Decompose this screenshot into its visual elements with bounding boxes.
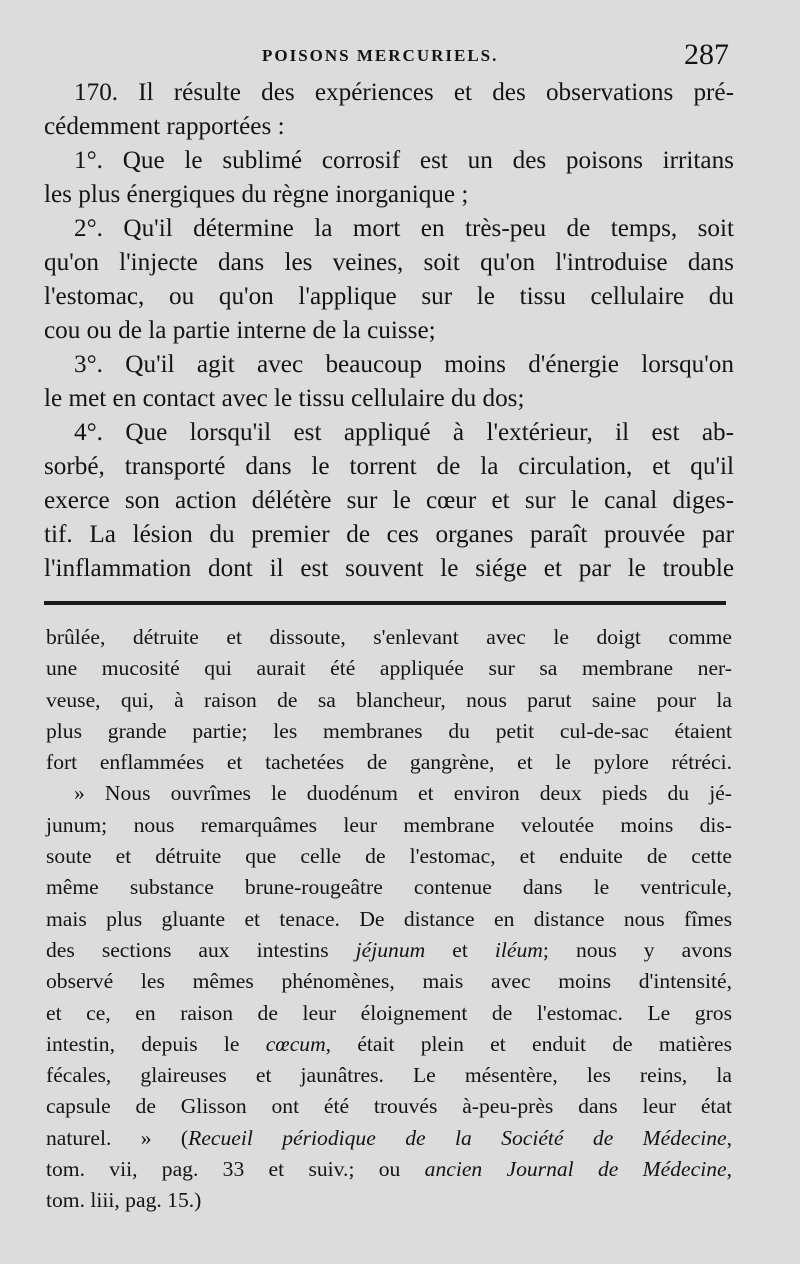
footnote-text-run: , (726, 1125, 732, 1150)
footnote-line: une mucosité qui aurait été appliquée sur sa membrane ner- (46, 656, 732, 681)
citation-title-journal: ancien Journal de Médecine (424, 1157, 727, 1182)
citation-title-recueil: Recueil périodique de la Société de Médecine (188, 1125, 727, 1150)
text-line: tif. La lésion du premier de ces organes paraît prouvée par (44, 521, 734, 548)
footnote-line: » Nous ouvrîmes le duodénum et environ deux pieds du jé- (74, 781, 732, 806)
footnote-text-run: ; nous y avons (542, 937, 732, 962)
text-line: cédemment rapportées : (44, 113, 285, 140)
footnote-line: soute et détruite que celle de l'estomac, et enduite de cette (46, 844, 732, 869)
footnote-line (46, 1123, 732, 1154)
text-line: 170. Il résulte des expériences et des observations pré- (74, 79, 734, 106)
footnote-line (46, 935, 732, 966)
footnote-text-run: tom. vii, pag. 33 et suiv.; ou (46, 1157, 425, 1182)
footnote-line: veuse, qui, à raison de sa blancheur, nous parut saine pour la (46, 687, 732, 712)
running-title: POISONS MERCURIELS. (262, 46, 499, 65)
footnote-line: observé les mêmes phénomènes, mais avec moins d'intensité, (46, 969, 732, 994)
italic-term-jejunum: jéjunum (355, 937, 426, 962)
footnote-text-run: naturel. » ( (46, 1125, 189, 1150)
footnote-line: plus grande partie; les membranes du petit cul-de-sac étaient (46, 718, 732, 743)
footnote-line: junum; nous remarquâmes leur membrane veloutée moins dis- (46, 812, 732, 837)
footnote-line: brûlée, détruite et dissoute, s'enlevant avec le doigt comme (46, 625, 732, 649)
text-line: cou ou de la partie interne de la cuisse; (44, 317, 436, 344)
italic-term-ileum: iléum (494, 937, 543, 962)
footnote-text-run: , (726, 1157, 732, 1182)
text-line: l'estomac, ou qu'on l'applique sur le tissu cellulaire du (44, 283, 734, 310)
footnote-line (46, 1029, 732, 1060)
page-header (0, 38, 800, 78)
main-paragraph (44, 76, 734, 586)
text-line: l'inflammation dont il est souvent le siége et par le trouble (44, 555, 734, 582)
italic-term-caecum: cœcum (265, 1031, 326, 1056)
footnote-line: mais plus gluante et tenace. De distance en distance nous fîmes (46, 906, 732, 931)
text-line: sorbé, transporté dans le torrent de la circulation, et qu'il (44, 453, 734, 480)
footnote-text-run: des sections aux intestins (46, 937, 356, 962)
text-line: 3°. Qu'il agit avec beaucoup moins d'énergie lorsqu'on (74, 351, 734, 378)
text-line: qu'on l'injecte dans les veines, soit qu'on l'introduise dans (44, 249, 734, 276)
text-line: 1°. Que le sublimé corrosif est un des poisons irritans (74, 147, 734, 174)
footnote-text (46, 622, 732, 1217)
footnote-line: même substance brune-rougeâtre contenue dans le ventricule, (46, 875, 732, 900)
text-line: les plus énergiques du règne inorganique ; (44, 181, 469, 208)
text-line: exerce son action délétère sur le cœur et sur le canal diges- (44, 487, 734, 514)
footnote-text-run: intestin, depuis le (46, 1031, 266, 1056)
footnote-line (46, 1154, 732, 1185)
footnote-line: fécales, glaireuses et jaunâtres. Le mésentère, les reins, la (46, 1063, 732, 1088)
footnote-text-run: et (425, 937, 495, 962)
footnote-line: capsule de Glisson ont été trouvés à-peu-près dans leur état (46, 1094, 732, 1119)
text-line: 2°. Qu'il détermine la mort en très-peu de temps, soit (74, 215, 734, 242)
footnote-text-run: , était plein et enduit de matières (325, 1031, 733, 1056)
footnote-line: et ce, en raison de leur éloignement de l'estomac. Le gros (46, 1000, 732, 1025)
main-text (44, 76, 734, 586)
footnote-rule (44, 601, 726, 605)
page-number: 287 (684, 38, 729, 71)
footnote-line: tom. liii, pag. 15.) (46, 1188, 202, 1213)
text-line: 4°. Que lorsqu'il est appliqué à l'extérieur, il est ab- (74, 419, 734, 446)
footnote-line: fort enflammées et tachetées de gangrène, et le pylore rétréci. (46, 750, 732, 775)
text-line: le met en contact avec le tissu cellulaire du dos; (44, 385, 525, 412)
